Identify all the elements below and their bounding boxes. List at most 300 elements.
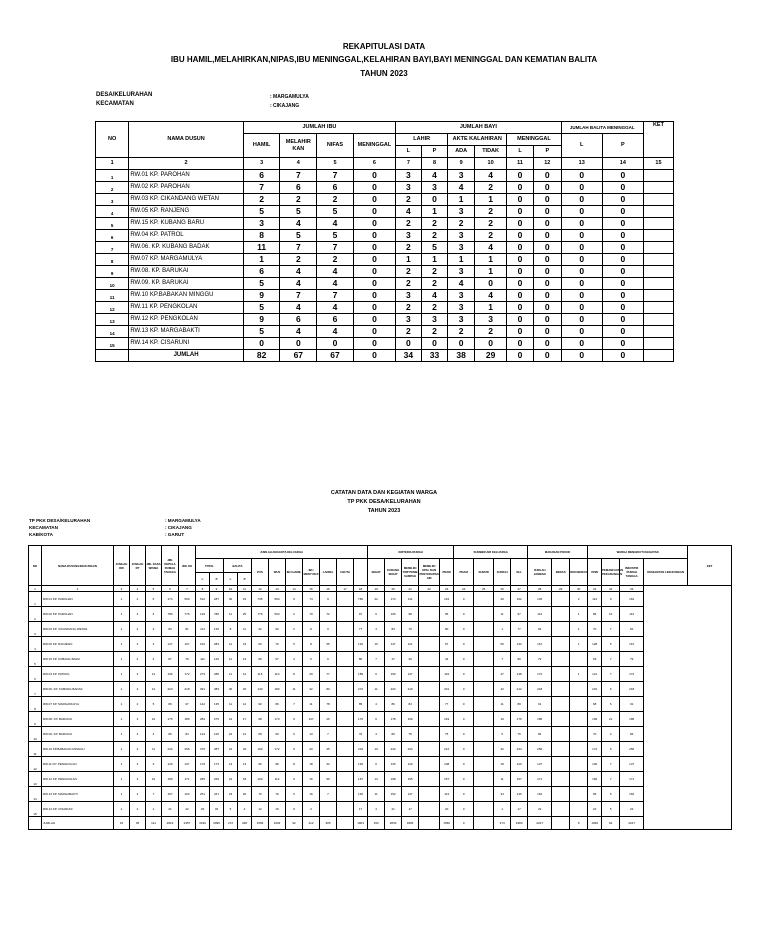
row-value: 244	[162, 742, 179, 757]
row-value: 376	[196, 742, 210, 757]
row-value: 17	[402, 802, 419, 817]
row-dusun: RW.05 KP. RANJENG	[129, 206, 243, 218]
total-value: 272	[224, 817, 238, 830]
row-value: 70	[303, 607, 320, 622]
row-value: 142	[196, 697, 210, 712]
row-value: 391	[196, 682, 210, 697]
row-value: 0	[533, 206, 561, 218]
row-value: 2	[286, 607, 303, 622]
row-value	[337, 652, 354, 667]
row-value: 3	[448, 314, 475, 326]
row-value	[474, 757, 494, 772]
h2-total-l: L	[196, 573, 210, 586]
row-value: 9	[286, 742, 303, 757]
h2-lansia: LANSIA	[320, 559, 337, 586]
row-value: 32	[494, 742, 511, 757]
row-value: 137	[528, 757, 552, 772]
doc2-year: TAHUN 2023	[367, 508, 401, 514]
column-number: 3	[243, 158, 280, 170]
row-value: 22	[368, 592, 385, 607]
row-value: 80	[511, 652, 528, 667]
row-value: 210	[402, 682, 419, 697]
row-value	[419, 682, 440, 697]
row-value: 148	[511, 667, 528, 682]
row-ket	[643, 170, 673, 182]
column-number: 25	[474, 586, 494, 592]
row-value: 0	[454, 592, 474, 607]
total-value: 33	[421, 350, 448, 362]
row-value: 2	[130, 802, 146, 817]
row-value: 13	[224, 757, 238, 772]
table-row	[29, 712, 732, 727]
row-value: 68	[588, 697, 602, 712]
row-value: 223	[162, 682, 179, 697]
row-dusun: RW.14 KP. CISARUNI	[42, 802, 114, 817]
row-value: 218	[528, 682, 552, 697]
row-value: 7	[280, 170, 317, 182]
row-value: 0	[454, 772, 474, 787]
row-value: 0	[454, 757, 474, 772]
row-value: 5	[494, 727, 511, 742]
row-value: 0	[533, 242, 561, 254]
row-value: 0	[286, 802, 303, 817]
row-value: 1	[421, 206, 448, 218]
table-row	[96, 278, 674, 290]
column-number: 21	[402, 586, 419, 592]
row-value: 0	[454, 727, 474, 742]
row-value: 86	[588, 607, 602, 622]
row-value: 8	[286, 757, 303, 772]
row-value: 5	[317, 230, 354, 242]
row-value: 113	[620, 607, 644, 622]
row-no: 4	[29, 637, 42, 652]
row-dusun: RW.08. KP. BARUKAI	[129, 266, 243, 278]
h2-nama: NAMA DUSUN/LINGKUNGAN	[42, 546, 114, 586]
row-value: 8	[286, 667, 303, 682]
row-value: 2	[130, 592, 146, 607]
row-value: 0	[507, 242, 534, 254]
row-value: 13	[368, 772, 385, 787]
row-value: 11	[368, 787, 385, 802]
row-value: 21	[602, 712, 620, 727]
row-value: 21	[162, 802, 179, 817]
row-no: 2	[96, 182, 129, 194]
row-value: 6	[602, 787, 620, 802]
row-value: 0	[353, 194, 395, 206]
h2-balita: BALITA	[224, 559, 252, 573]
row-value: 69	[269, 727, 286, 742]
total-value: 0	[454, 817, 474, 830]
row-value: 25	[238, 607, 252, 622]
row-value: 0	[602, 230, 643, 242]
row-value: 79	[528, 652, 552, 667]
total-value: 2357	[179, 817, 196, 830]
row-value: 97	[440, 637, 454, 652]
row-value: 11	[224, 697, 238, 712]
row-value: 2	[421, 230, 448, 242]
row-value: 0	[602, 314, 643, 326]
row-value	[552, 667, 570, 682]
row-value: 128	[588, 637, 602, 652]
row-value: 2	[130, 787, 146, 802]
header-meninggal-p: P	[533, 146, 561, 158]
row-value: 150	[385, 667, 402, 682]
row-value: 0	[353, 242, 395, 254]
row-value: 11	[368, 682, 385, 697]
row-value	[474, 712, 494, 727]
row-value: 20	[238, 787, 252, 802]
row-value	[570, 682, 588, 697]
row-no: 8	[96, 254, 129, 266]
row-value: 7	[602, 652, 620, 667]
row-value	[552, 682, 570, 697]
row-dusun: RW.06. KP. KUBANG BADAK	[129, 242, 243, 254]
row-value: 3	[130, 712, 146, 727]
row-value	[552, 637, 570, 652]
row-value: 83	[162, 622, 179, 637]
row-no: 15	[29, 802, 42, 817]
row-value: 17	[238, 712, 252, 727]
row-value: 190	[252, 742, 269, 757]
row-value: 174	[162, 592, 179, 607]
column-number: 12	[252, 586, 269, 592]
row-value: 2	[130, 727, 146, 742]
row-value: 89	[162, 697, 179, 712]
row-value: 6	[146, 592, 162, 607]
row-value: 21	[385, 802, 402, 817]
row-value	[474, 652, 494, 667]
h2-kesehatan: KESEHATAN LINGKUNGAN	[644, 559, 688, 586]
row-value: 10	[146, 772, 162, 787]
row-dusun: RW.03 KP. CIKANDANG WETAN	[42, 622, 114, 637]
row-value	[419, 697, 440, 712]
row-value: 0	[353, 170, 395, 182]
column-number: 10	[224, 586, 238, 592]
row-value	[419, 592, 440, 607]
row-value	[419, 802, 440, 817]
row-value: 1	[114, 667, 130, 682]
row-value: 2	[421, 302, 448, 314]
row-value: 11	[224, 667, 238, 682]
row-value: 2	[130, 652, 146, 667]
row-value: 126	[162, 757, 179, 772]
row-value: 87	[162, 652, 179, 667]
row-value	[337, 787, 354, 802]
row-value: 0	[507, 218, 534, 230]
row-value: 6	[320, 652, 337, 667]
header-meninggal-l: L	[507, 146, 534, 158]
row-value: 0	[602, 278, 643, 290]
row-value: 0	[507, 278, 534, 290]
row-value: 126	[385, 757, 402, 772]
row-value: 9	[243, 290, 280, 302]
row-value: 0	[602, 182, 643, 194]
row-value: 7	[146, 787, 162, 802]
row-value: 4	[368, 622, 385, 637]
row-value: 6	[602, 697, 620, 712]
row-value: 75	[402, 727, 419, 742]
row-value: 0	[533, 302, 561, 314]
row-value: 172	[179, 667, 196, 682]
row-value: 2	[448, 326, 475, 338]
row-value	[552, 802, 570, 817]
row-value: 80	[385, 727, 402, 742]
row-value: 11	[224, 652, 238, 667]
row-value: 80	[320, 682, 337, 697]
row-value: 1	[570, 637, 588, 652]
row-ket	[643, 194, 673, 206]
table-row	[96, 254, 674, 266]
row-value: 70	[269, 637, 286, 652]
row-dusun: RW.07 KP. MARGAMULYA	[42, 697, 114, 712]
total-value: 67	[280, 350, 317, 362]
row-value: 4	[317, 302, 354, 314]
row-value: 8	[303, 637, 320, 652]
row-value: 9	[602, 592, 620, 607]
row-value: 7	[243, 182, 280, 194]
total-value: 29	[474, 350, 506, 362]
h2-tempat-sampah: MEMILIKI TMP PEMB SAMPAH	[402, 559, 419, 586]
h2-non-beras: NON BERAS	[570, 559, 588, 586]
row-value: 7	[280, 242, 317, 254]
kabkota-label: KAB/KOTA	[29, 532, 53, 537]
row-value: 16	[303, 772, 320, 787]
row-value: 0	[533, 338, 561, 350]
row-value: 4	[280, 218, 317, 230]
row-value: 0	[507, 182, 534, 194]
row-value: 97	[179, 697, 196, 712]
row-value: 3	[303, 802, 320, 817]
row-value	[570, 652, 588, 667]
row-value: 4	[474, 242, 506, 254]
table-row	[96, 218, 674, 230]
row-value: 2	[130, 697, 146, 712]
row-value: 1	[114, 697, 130, 712]
column-number: 7	[179, 586, 196, 592]
h2-pus: PUS	[252, 559, 269, 586]
row-value: 286	[210, 667, 224, 682]
row-value	[337, 757, 354, 772]
total-label: JUMLAH	[129, 350, 243, 362]
row-value: 76	[402, 622, 419, 637]
row-dusun: RW.04 KP. PATROL	[129, 230, 243, 242]
total-value: 35	[130, 817, 146, 830]
row-value: 5	[602, 802, 620, 817]
row-value: 247	[210, 787, 224, 802]
table-row	[96, 326, 674, 338]
row-value: 178	[385, 712, 402, 727]
table-row	[96, 182, 674, 194]
row-value: 68	[252, 727, 269, 742]
row-value: 0	[353, 218, 395, 230]
row-value: 12	[252, 802, 269, 817]
row-value: 97	[511, 607, 528, 622]
kabkota-value: : GARUT	[165, 532, 185, 537]
row-value: 0	[454, 787, 474, 802]
row-value: 0	[421, 194, 448, 206]
row-value: 5	[243, 278, 280, 290]
row-value: 9	[146, 757, 162, 772]
row-dusun: RW.02 KP. PAROHAN	[129, 182, 243, 194]
column-number: 15	[303, 586, 320, 592]
row-value: 3	[448, 290, 475, 302]
row-value	[419, 607, 440, 622]
row-value: 0	[507, 326, 534, 338]
row-value	[419, 757, 440, 772]
row-ket	[643, 290, 673, 302]
row-value: 169	[588, 712, 602, 727]
row-value: 167	[620, 637, 644, 652]
column-number: 16	[320, 586, 337, 592]
column-number-row	[96, 158, 674, 170]
row-value: 0	[353, 302, 395, 314]
h2-kurang-sehat: KURANG SEHAT	[385, 559, 402, 586]
column-number: 8	[421, 158, 448, 170]
row-value	[337, 667, 354, 682]
column-number: 31	[588, 586, 602, 592]
row-value	[570, 787, 588, 802]
row-value: 5	[243, 302, 280, 314]
column-number: 12	[533, 158, 561, 170]
row-value	[419, 727, 440, 742]
row-dusun: RW.03 KP. CIKANDANG WETAN	[129, 194, 243, 206]
row-value: 13	[303, 727, 320, 742]
row-value: 3	[286, 652, 303, 667]
row-value: 1	[114, 712, 130, 727]
row-no: 9	[96, 266, 129, 278]
row-value: 223	[385, 682, 402, 697]
column-number: 33	[620, 586, 644, 592]
row-value: 110	[269, 667, 286, 682]
row-value: 4	[280, 326, 317, 338]
row-value: 11	[243, 242, 280, 254]
h2-beras: BERAS	[552, 559, 570, 586]
row-value: 11	[286, 682, 303, 697]
row-value: 11	[494, 697, 511, 712]
row-value	[474, 667, 494, 682]
column-number: 2	[129, 158, 243, 170]
row-value: 132	[354, 637, 368, 652]
total-value	[419, 817, 440, 830]
column-number: 15	[643, 158, 673, 170]
row-value: 1	[474, 266, 506, 278]
row-value: 4	[448, 278, 475, 290]
row-value: 1	[448, 254, 475, 266]
row-value: 0	[602, 326, 643, 338]
row-value: 6	[368, 607, 385, 622]
header-ket: KET	[643, 122, 673, 158]
row-value: 10	[146, 712, 162, 727]
row-value: 0	[561, 170, 602, 182]
column-number: 7	[396, 158, 422, 170]
row-no: 13	[29, 772, 42, 787]
row-no: 10	[29, 727, 42, 742]
h2-makanan: MAKANAN POKOK	[528, 546, 588, 559]
row-value: 15	[238, 592, 252, 607]
row-value: 0	[561, 254, 602, 266]
row-no: 14	[29, 787, 42, 802]
row-dusun: RW.06. KP. KUBANG BADAK	[42, 682, 114, 697]
row-value: 121	[588, 667, 602, 682]
row-value	[570, 712, 588, 727]
row-value: 26	[320, 712, 337, 727]
row-value: 593	[269, 607, 286, 622]
row-value: 147	[162, 637, 179, 652]
total-value: 1903	[354, 817, 368, 830]
row-value: 0	[533, 314, 561, 326]
row-value: 0	[602, 338, 643, 350]
h2-pram: PRAM	[440, 559, 454, 586]
header-meninggal-bayi: MENINGGAL	[507, 134, 561, 146]
row-value: 6	[286, 712, 303, 727]
row-value	[474, 607, 494, 622]
h2-pdam: PDAM	[454, 559, 474, 586]
row-value: 97	[354, 607, 368, 622]
row-value: 79	[269, 787, 286, 802]
row-value: 5	[421, 242, 448, 254]
h2-no: NO	[29, 546, 42, 586]
row-value: 0	[320, 622, 337, 637]
row-value	[474, 592, 494, 607]
table-row	[96, 206, 674, 218]
row-value: 2	[396, 266, 422, 278]
row-value: 256	[528, 742, 552, 757]
row-value: 0	[561, 206, 602, 218]
row-value: 234	[402, 742, 419, 757]
row-value: 0	[602, 218, 643, 230]
row-value: 174	[385, 592, 402, 607]
row-value: 0	[602, 266, 643, 278]
row-value: 8	[243, 230, 280, 242]
row-value: 5	[317, 206, 354, 218]
row-value: 114	[196, 622, 210, 637]
row-value: 83	[385, 622, 402, 637]
row-value: 77	[511, 622, 528, 637]
row-value: 162	[620, 787, 644, 802]
row-value: 6	[368, 712, 385, 727]
row-value	[570, 802, 588, 817]
row-value: 77	[354, 622, 368, 637]
row-ket	[643, 326, 673, 338]
row-dusun: RW.09. KP. BARUKAI	[42, 727, 114, 742]
row-value: 1	[570, 622, 588, 637]
row-no: 3	[96, 194, 129, 206]
row-value	[419, 712, 440, 727]
row-value: 31	[224, 712, 238, 727]
row-value: 0	[507, 266, 534, 278]
row-value: 0	[533, 182, 561, 194]
row-value: 1	[114, 757, 130, 772]
row-value: 2	[280, 254, 317, 266]
row-value: 22	[588, 802, 602, 817]
row-value: 0	[602, 302, 643, 314]
total-row	[96, 350, 674, 362]
row-value: 4	[474, 290, 506, 302]
header-melahirkan: MELAHIR KAN	[280, 134, 317, 158]
row-value: 196	[162, 667, 179, 682]
row-value: 9	[243, 314, 280, 326]
row-value: 0	[507, 170, 534, 182]
row-ket	[643, 218, 673, 230]
row-value: 84	[179, 727, 196, 742]
row-value: 119	[440, 667, 454, 682]
table-row	[96, 314, 674, 326]
row-value: 0	[561, 326, 602, 338]
row-value: 172	[620, 667, 644, 682]
row-value: 2	[396, 326, 422, 338]
row-value: 0	[454, 742, 474, 757]
row-value: 3	[448, 170, 475, 182]
